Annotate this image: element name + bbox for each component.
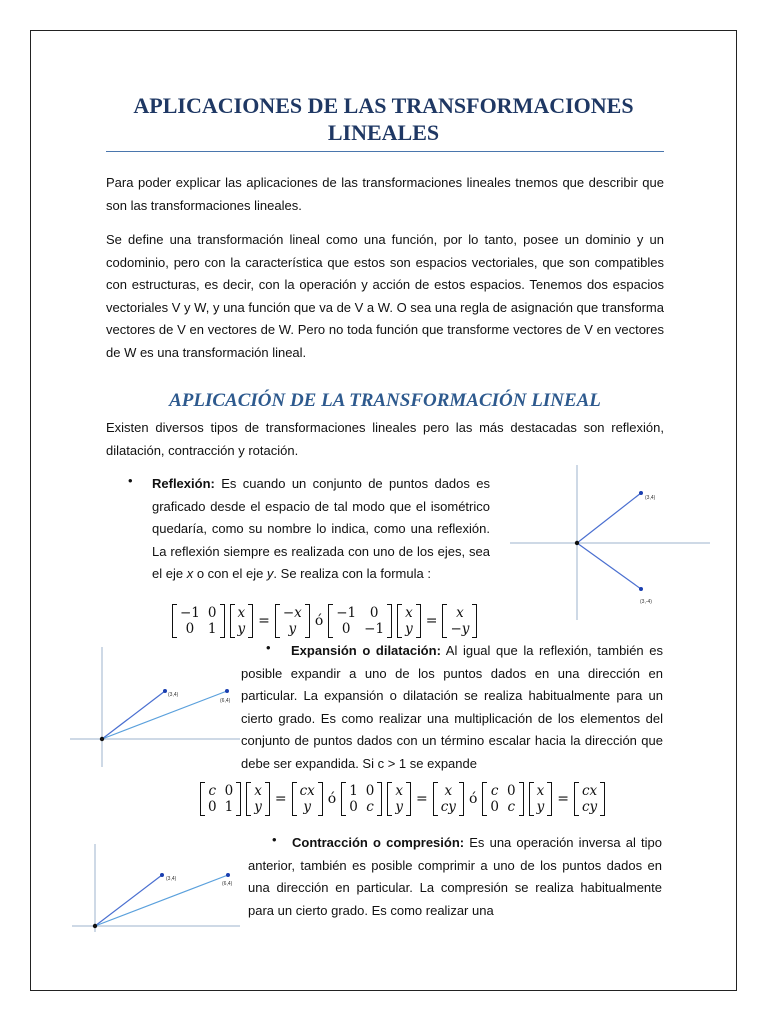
matrix-cell: y xyxy=(536,799,545,815)
matrix-cells xyxy=(438,782,459,816)
data-point xyxy=(639,587,643,591)
bracket xyxy=(248,604,253,638)
vector xyxy=(275,604,310,638)
matrix xyxy=(341,782,382,816)
bracket xyxy=(519,782,524,816)
matrix-cell: y xyxy=(303,799,311,815)
matrix xyxy=(172,604,225,638)
bracket xyxy=(377,782,382,816)
matrix-cells xyxy=(346,782,377,816)
vector xyxy=(230,604,254,638)
data-point xyxy=(160,873,164,877)
matrix-cell: c xyxy=(490,783,499,799)
bracket xyxy=(547,782,552,816)
matrix-cell: 0 xyxy=(365,783,375,799)
matrix-cell: 0 xyxy=(185,621,195,637)
vector xyxy=(529,782,553,816)
matrix xyxy=(328,604,392,638)
reflexion-text: Es cuando un conjunto de puntos dados es graficado desde el espacio de tal modo que el isométrico quedaría, como su nombre lo indica, como una reflexión. La reflexión siempre es realizada con uno de los ejes, sea el eje xyxy=(152,476,490,581)
bracket xyxy=(416,604,421,638)
bracket xyxy=(472,604,477,638)
intro-paragraph: Para poder explicar las aplicaciones de las transformaciones lineales tnemos que describir que son las transformaciones lineales. xyxy=(106,175,664,213)
matrix-cell: x xyxy=(237,605,246,621)
matrix xyxy=(482,782,523,816)
point-label: (3,4) xyxy=(166,876,177,882)
matrix-cells xyxy=(205,782,236,816)
equals-sign: = xyxy=(416,791,428,807)
bracket xyxy=(600,782,605,816)
vector xyxy=(387,782,411,816)
contraction-graph xyxy=(70,842,242,934)
matrix-cell: x xyxy=(456,605,464,621)
var-x: x xyxy=(186,566,194,581)
bracket xyxy=(318,782,323,816)
or-word: ó xyxy=(468,791,478,807)
section-intro-paragraph: Existen diversos tipos de transformaciones lineales pero las más destacadas son reflexión, dilatación, contracción y rotación. xyxy=(106,420,664,458)
matrix-cells xyxy=(487,782,518,816)
matrix-cell: x xyxy=(254,783,262,799)
matrix-cell: x xyxy=(395,783,403,799)
matrix-cell: c xyxy=(366,799,374,815)
origin-point xyxy=(100,737,104,741)
or-word: ó xyxy=(314,613,324,629)
matrix-cell: 0 xyxy=(349,799,358,815)
title-divider xyxy=(106,151,664,152)
data-point xyxy=(639,491,643,495)
matrix-cell: y xyxy=(254,799,262,815)
vector xyxy=(292,782,323,816)
var-y: y xyxy=(266,566,274,581)
vector xyxy=(442,604,477,638)
definition-paragraph: Se define una transformación lineal como una función, por lo tanto, posee un dominio y un codominio, pero con la característica que estos son espacios vectoriales, que son compatibles con estructuras, es decir, con la operación y acción de estos espacios. Tenemos dos espacios vectoriales V y W, y una función que va de V a W. O sea una regla de asignación que transforma vectores de V en vectores de W. Pero no toda función que transforme vectores de V en vectores de W es una transformación lineal. xyxy=(106,232,664,360)
matrix-cell: c xyxy=(208,783,217,799)
section-heading: APLICACIÓN DE LA TRANSFORMACIÓN LINEAL xyxy=(169,390,601,411)
matrix-cell: x xyxy=(444,783,453,799)
matrix-cell: y xyxy=(405,621,413,637)
matrix-cells xyxy=(297,782,318,816)
matrix-cell: cy xyxy=(581,799,598,815)
matrix-cells xyxy=(392,782,406,816)
page-title: APLICACIONES DE LAS TRANSFORMACIONES LINEALES xyxy=(133,93,634,145)
vector-line xyxy=(577,493,641,543)
or-word: ó xyxy=(327,791,337,807)
matrix-cells xyxy=(579,782,600,816)
bracket xyxy=(387,604,392,638)
matrix-cell: cx xyxy=(299,783,315,799)
bullet-dot: • xyxy=(128,473,133,488)
matrix-cell: cy xyxy=(440,799,456,815)
matrix-cell: −1 xyxy=(180,605,200,621)
bullet-dot: • xyxy=(266,640,271,655)
matrix-cell: cx xyxy=(581,783,598,799)
equals-sign: = xyxy=(258,613,270,629)
matrix-cells xyxy=(280,604,305,638)
expansion-label: Expansión o dilatación: xyxy=(291,643,441,658)
point-label: (3,4) xyxy=(168,692,179,698)
matrix-cell: 0 xyxy=(490,799,499,815)
bracket xyxy=(265,782,270,816)
matrix-cell: 1 xyxy=(224,799,234,815)
origin-point xyxy=(93,924,97,928)
vector-line xyxy=(577,543,641,589)
matrix-cell: 0 xyxy=(207,605,217,621)
contraction-paragraph xyxy=(248,832,662,922)
bracket xyxy=(406,782,411,816)
data-point xyxy=(163,689,167,693)
data-point xyxy=(225,689,229,693)
reflexion-text: . Se realiza con la formula : xyxy=(273,566,431,581)
bracket xyxy=(220,604,225,638)
origin-point xyxy=(575,541,579,545)
matrix-cells xyxy=(447,604,472,638)
contraction-text: Es una operación inversa al tipo anterior, también es posible comprimir a uno de los puntos dados en una dirección en particular. La compresión se realiza habitualmente para un cierto grado. Es como realizar una xyxy=(248,835,662,918)
expansion-formula xyxy=(200,782,605,816)
equals-sign: = xyxy=(557,791,569,807)
matrix-cell: 0 xyxy=(208,799,217,815)
expansion-text: Al igual que la reflexión, también es posible expandir a uno de los puntos dados en una dirección en particular. La expansión o dilatación se realiza habitualmente para un cierto grado. Es como realizar una multiplicación de los elementos del conjunto de puntos dados con un término escalar hacia la dirección que debe ser expandida. Si c > 1 se expande xyxy=(241,643,663,771)
equals-sign: = xyxy=(274,791,287,807)
matrix-cell: −x xyxy=(282,605,302,621)
vector xyxy=(433,782,464,816)
matrix-cell: −1 xyxy=(364,621,385,637)
bracket xyxy=(305,604,310,638)
reflexion-paragraph xyxy=(152,473,490,586)
reflexion-graph xyxy=(505,460,715,625)
matrix-cell: 0 xyxy=(369,605,379,621)
vector-line xyxy=(102,691,227,739)
point-label: (3,-4) xyxy=(640,599,652,605)
matrix-cell: x xyxy=(536,783,545,799)
point-label: (6,4) xyxy=(220,698,231,704)
expansion-paragraph xyxy=(241,640,663,775)
point-label: (6,4) xyxy=(222,881,233,887)
point-label: (3,4) xyxy=(645,495,656,501)
matrix-cell: 1 xyxy=(349,783,358,799)
matrix-cells xyxy=(177,604,220,638)
matrix-cell: y xyxy=(395,799,404,815)
bullet-dot: • xyxy=(272,832,277,847)
matrix-cell: 0 xyxy=(341,621,351,637)
vector xyxy=(246,782,270,816)
matrix-cells xyxy=(235,604,249,638)
vector-line xyxy=(95,875,228,926)
matrix-cell: c xyxy=(507,799,516,815)
data-point xyxy=(226,873,230,877)
vector-line xyxy=(95,875,162,926)
matrix-cell: y xyxy=(237,621,246,637)
expansion-graph xyxy=(68,645,243,770)
matrix-cell: y xyxy=(288,621,297,637)
matrix-cell: 0 xyxy=(224,783,234,799)
vector xyxy=(574,782,605,816)
equals-sign: = xyxy=(425,613,438,629)
reflexion-label: Reflexión: xyxy=(152,476,215,491)
matrix-cell: x xyxy=(405,605,413,621)
matrix-cell: −1 xyxy=(336,605,357,621)
matrix-cell: 0 xyxy=(506,783,516,799)
contraction-label: Contracción o compresión: xyxy=(292,835,465,850)
matrix xyxy=(200,782,241,816)
vector-line xyxy=(102,691,165,739)
matrix-cells xyxy=(333,604,387,638)
matrix-cells xyxy=(251,782,265,816)
matrix-cells xyxy=(402,604,416,638)
matrix-cell: −y xyxy=(450,621,470,637)
bracket xyxy=(459,782,464,816)
vector xyxy=(397,604,421,638)
reflexion-formula xyxy=(172,604,477,638)
reflexion-text: o con el eje xyxy=(193,566,267,581)
matrix-cells xyxy=(534,782,548,816)
bracket xyxy=(236,782,241,816)
matrix-cell: 1 xyxy=(207,621,217,637)
